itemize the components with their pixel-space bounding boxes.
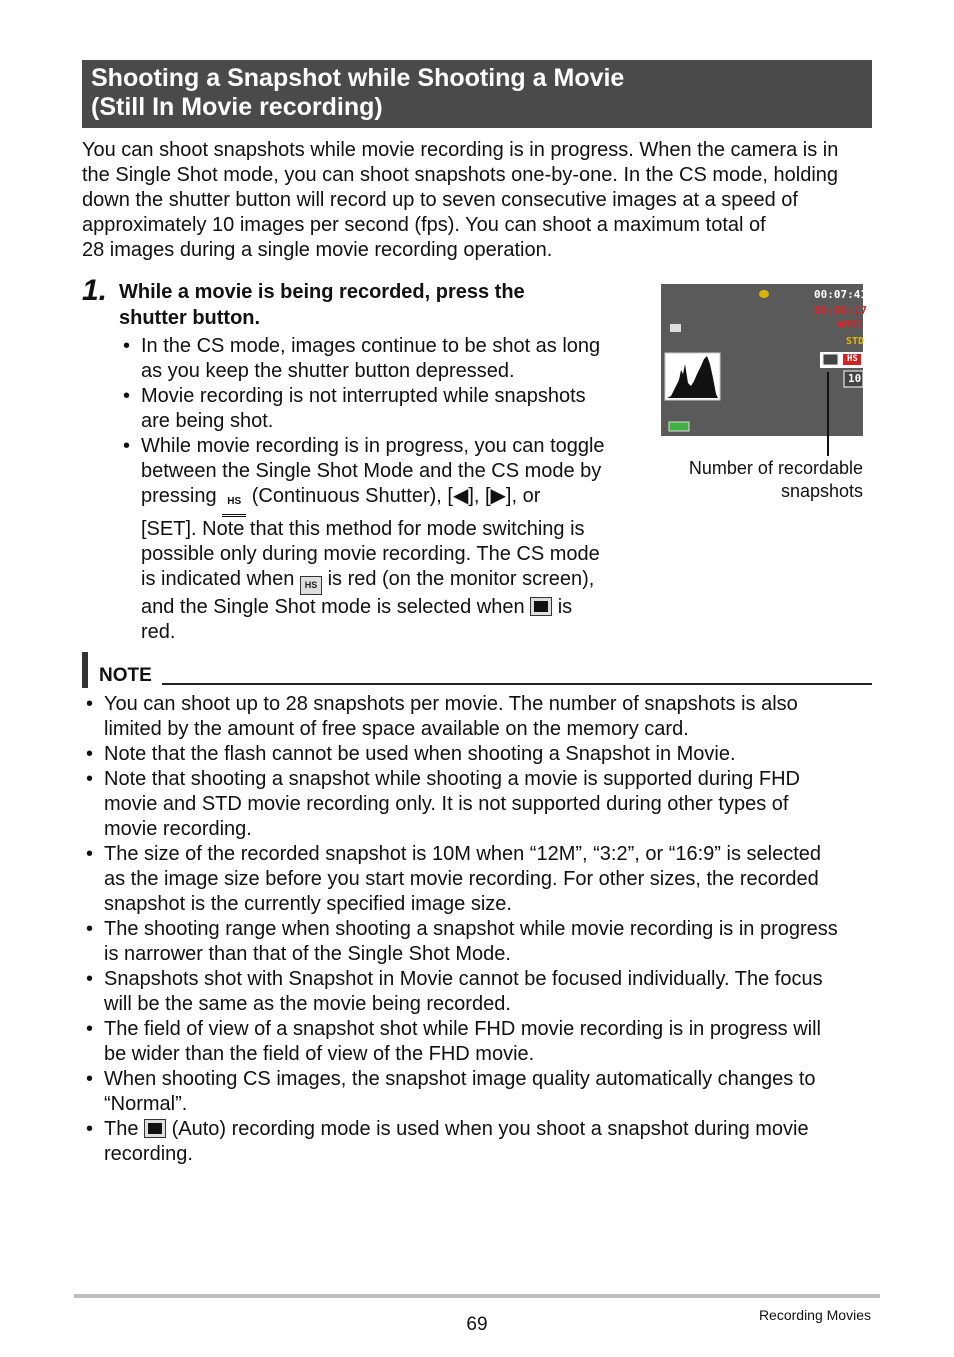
note-item	[82, 1067, 882, 1117]
note-line: as the image size before you start movie recording. For other sizes, the recorded	[104, 868, 819, 890]
camera-monitor-screen	[661, 284, 867, 436]
rec-indicator: ●REC	[838, 319, 863, 330]
intro-line: the Single Shot mode, you can shoot snapshots one-by-one. In the CS mode, holding	[82, 164, 839, 186]
bullet-line	[141, 484, 639, 517]
note-list	[82, 692, 882, 1167]
note-marker	[82, 652, 88, 688]
section-title-bar	[82, 60, 872, 128]
step-bullet	[119, 384, 639, 434]
bullet-line: • In the CS mode, images continue to be shot as long	[141, 335, 601, 357]
step-title-line1: While a movie is being recorded, press the	[119, 281, 525, 303]
bullet-line: • While movie recording is in progress, you can toggle	[141, 435, 605, 457]
callout-label	[661, 457, 863, 503]
bullet-line: are being shot.	[141, 410, 274, 432]
bullet-line: [SET]. Note that this method for mode switching is	[141, 518, 585, 540]
single-shot-indicator	[823, 354, 838, 365]
note-line: • When shooting CS images, the snapshot image quality automatically changes to	[104, 1068, 816, 1090]
note-line	[104, 1117, 882, 1142]
bullet-line: possible only during movie recording. The CS mode	[141, 543, 600, 565]
note-item	[82, 917, 882, 967]
note-line: • The shooting range when shooting a snapshot while movie recording is in progress	[104, 918, 838, 940]
note-line: • Note that the flash cannot be used when shooting a Snapshot in Movie.	[104, 743, 736, 765]
page-number: 69	[466, 1314, 488, 1335]
note-line: recording.	[104, 1143, 193, 1165]
snapshot-count: 10	[848, 372, 862, 385]
quality-label: STD	[846, 336, 865, 347]
intro-paragraph	[82, 138, 877, 263]
step-bullet	[119, 434, 639, 645]
bullet-text: and the Single Shot mode is selected when	[141, 596, 525, 618]
bullet-line: as you keep the shutter button depressed.	[141, 360, 515, 382]
footer-rule	[74, 1294, 880, 1298]
bullet-text: is	[557, 596, 573, 618]
step-title-line2: shutter button.	[119, 307, 261, 329]
bullet-text: is indicated when	[141, 568, 295, 590]
note-heading: NOTE	[99, 665, 152, 686]
step-number: 1.	[82, 274, 108, 307]
callout-line2: snapshots	[780, 481, 863, 501]
bullet-text: pressing	[141, 485, 217, 507]
note-item	[82, 842, 882, 917]
note-text: The	[104, 1118, 139, 1140]
note-item	[82, 692, 882, 742]
step-title	[119, 279, 619, 331]
bullet-line: between the Single Shot Mode and the CS mode by	[141, 460, 602, 482]
callout-line1: Number of recordable	[688, 458, 863, 478]
note-item	[82, 767, 882, 842]
note-item	[82, 1117, 882, 1167]
note-line: limited by the amount of free space available on the memory card.	[104, 718, 689, 740]
note-item	[82, 1017, 882, 1067]
intro-line: down the shutter button will record up to seven consecutive images at a speed of	[82, 189, 798, 211]
intro-line: approximately 10 images per second (fps). You can shoot a maximum total of	[82, 214, 766, 236]
intro-line: You can shoot snapshots while movie recording is in progress. When the camera is in	[82, 139, 839, 161]
section-name: Recording Movies	[758, 1307, 871, 1323]
note-line: • Snapshots shot with Snapshot in Movie cannot be focused individually. The focus	[104, 968, 823, 990]
callout-line	[827, 372, 829, 456]
remaining-time: 00:00:17	[814, 304, 867, 317]
step-bullet	[119, 334, 639, 384]
continuous-shutter-icon: HS	[222, 497, 246, 517]
camera-icon	[670, 324, 681, 332]
note-line: • The size of the recorded snapshot is 10M when “12M”, “3:2”, or “16:9” is selected	[104, 843, 822, 865]
note-line: movie and STD movie recording only. It is not supported during other types of	[104, 793, 789, 815]
cs-mode-icon: HS	[300, 576, 322, 595]
note-line: • You can shoot up to 28 snapshots per movie. The number of snapshots is also	[104, 693, 798, 715]
cs-indicator-label: HS	[847, 354, 858, 364]
bullet-line: red.	[141, 621, 176, 643]
note-line: • Note that shooting a snapshot while shooting a movie is supported during FHD	[104, 768, 800, 790]
note-item	[82, 742, 882, 767]
step-bullet-list	[119, 334, 639, 645]
note-divider	[162, 683, 872, 685]
battery-icon	[669, 422, 689, 431]
note-line: is narrower than that of the Single Shot Mode.	[104, 943, 511, 965]
note-line: will be the same as the movie being recorded.	[104, 993, 511, 1015]
bullet-text: (Continuous Shutter), [◀], [▶], or	[251, 485, 541, 507]
note-text: (Auto) recording mode is used when you shoot a snapshot during movie	[171, 1118, 809, 1140]
note-line: “Normal”.	[104, 1093, 188, 1115]
note-line: be wider than the field of view of the FHD movie.	[104, 1043, 535, 1065]
section-title-line1: Shooting a Snapshot while Shooting a Movie	[91, 64, 625, 92]
section-title-line2: (Still In Movie recording)	[91, 93, 383, 121]
bullet-line: • Movie recording is not interrupted while snapshots	[141, 385, 586, 407]
elapsed-time: 00:07:41	[814, 288, 867, 301]
auto-mode-icon	[144, 1119, 166, 1138]
single-shot-mode-icon	[530, 597, 552, 616]
face-detect-icon	[759, 290, 769, 298]
note-line: movie recording.	[104, 818, 252, 840]
note-item	[82, 967, 882, 1017]
note-line: • The field of view of a snapshot shot while FHD movie recording is in progress will	[104, 1018, 821, 1040]
note-line: snapshot is the currently specified image size.	[104, 893, 512, 915]
intro-line: 28 images during a single movie recording operation.	[82, 239, 553, 261]
bullet-text: is red (on the monitor screen),	[327, 568, 595, 590]
bullet-line	[141, 595, 639, 620]
bullet-line	[141, 567, 639, 595]
